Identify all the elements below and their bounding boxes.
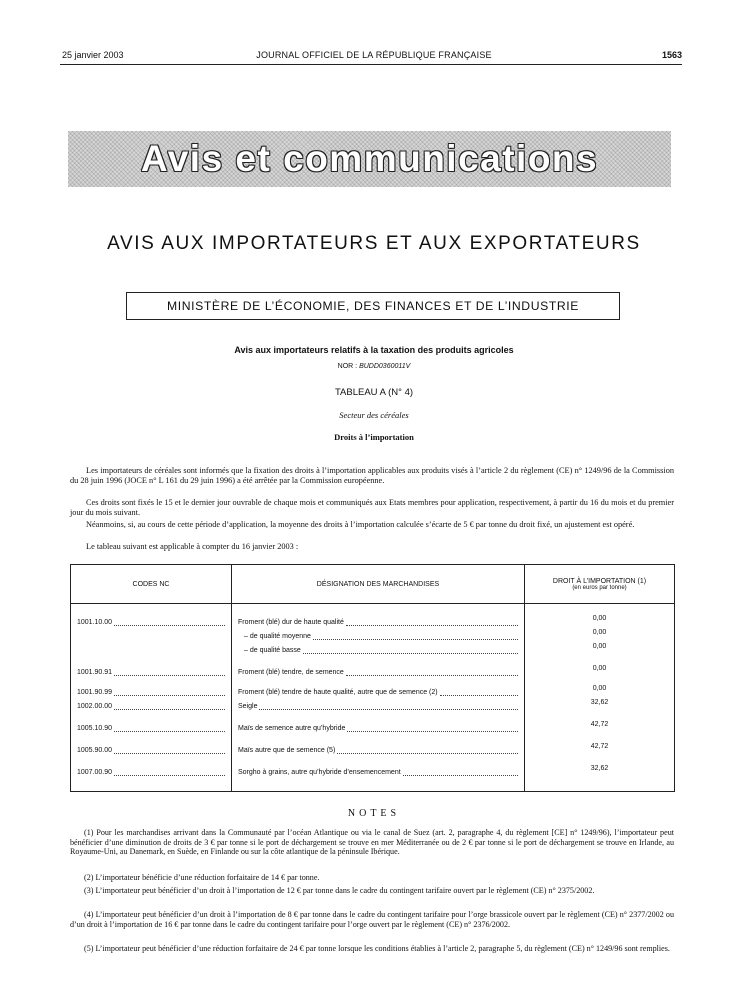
section-title: AVIS AUX IMPORTATEURS ET AUX EXPORTATEURS <box>107 233 641 254</box>
ministry-box: MINISTÈRE DE L’ÉCONOMIE, DES FINANCES ET DE L’INDUSTRIE <box>126 292 620 320</box>
section-banner <box>68 131 671 187</box>
paragraph-3: Néanmoins, si, au cours de cette période d’application, la moyenne des droits à l’importation calculée s’écarte de 5 € par tonne du droit fixé, un ajustement est opéré. <box>86 520 635 529</box>
table-cell-value: 0,00 <box>592 615 607 622</box>
secteur-subtitle: Secteur des céréales <box>339 410 409 420</box>
table-header-row <box>71 565 675 604</box>
header-codes-nc: CODES NC <box>71 565 232 604</box>
table-cell-code: 1002.00.00 <box>71 696 231 710</box>
table-cell-designation: Maïs autre que de semence (5) <box>232 740 524 754</box>
designation-column <box>232 604 525 792</box>
note-4: (4) L’importateur peut bénéficier d’un droit à l’importation de 8 € par tonne dans le cadre du contingent tarifaire pour l’orge brassicole ouvert par le règlement (CE) n° 2377/2002 ou d’un droit à l’importation de 16 € par tonne dans le cadre du contingent tarifaire pour l’orge ouvert par le règlement (CE) n° 2376/2002. <box>70 910 674 929</box>
table-cell-designation: Froment (blé) dur de haute qualité <box>232 612 524 626</box>
table-cell-designation: Froment (blé) tendre, de semence <box>232 662 524 676</box>
header-droit-label: DROIT À L’IMPORTATION (1) <box>552 577 647 585</box>
note-1: (1) Pour les marchandises arrivant dans la Communauté par l’océan Atlantique ou via le canal de Suez (art. 2, paragraphe 4, du règlement [CE] n° 1249/96), l’importateur peut bénéficier d’une diminution de droits de 3 € par tonne si le port de déchargement se trouve en mer Méditerranée ou de 2 € par tonne si le port de déchargement se trouve en Irlande, au Royaume-Uni, au Danemark, en Suède, en Finlande ou sur la côte atlantique de la péninsule Ibérique. <box>70 828 674 857</box>
table-cell-value: 0,00 <box>592 629 607 636</box>
table-cell-designation: Maïs de semence autre qu’hybride <box>232 718 524 732</box>
nor-reference <box>0 363 748 370</box>
table-cell-value: 32,62 <box>590 699 609 706</box>
header-journal-title: JOURNAL OFFICIEL DE LA RÉPUBLIQUE FRANÇAISE <box>256 50 492 60</box>
table-cell-value: 42,72 <box>590 743 609 750</box>
table-cell-code: 1005.10.90 <box>71 718 231 732</box>
header-droit-unit: (en euros par tonne) <box>572 584 627 591</box>
table-cell-code: 1001.10.00 <box>71 612 231 626</box>
avis-title: Avis aux importateurs relatifs à la taxation des produits agricoles <box>234 345 514 355</box>
note-5: (5) L’importateur peut bénéficier d’une réduction forfaitaire de 24 € par tonne lorsque les conditions établies à l’article 2, paragraphe 5, du règlement (CE) n° 1249/96 sont remplies. <box>84 944 670 953</box>
header-divider <box>60 64 682 65</box>
codes-column <box>71 604 232 792</box>
paragraph-1: Les importateurs de céréales sont informés que la fixation des droits à l’importation applicables aux produits visés à l’article 2 du règlement (CE) n° 1249/96 de la Commission du 28 juin 1996 (JOCE n° L 161 du 29 juin 1996) a été arrêtée par la Commission européenne. <box>70 466 674 485</box>
table-cell-designation: Seigle <box>232 696 524 710</box>
table-cell-value: 0,00 <box>592 665 607 672</box>
droits-title: Droits à l’importation <box>334 432 414 442</box>
table-cell-code: 1001.90.91 <box>71 662 231 676</box>
nor-value: BUDD0360011V <box>359 363 411 370</box>
table-cell-value: 0,00 <box>592 685 607 692</box>
table-cell-value: 42,72 <box>590 721 609 728</box>
notes-title: NOTES <box>347 808 401 819</box>
table-cell-designation: Froment (blé) tendre de haute qualité, autre que de semence (2) <box>232 682 524 696</box>
import-duties-table <box>70 564 675 792</box>
page-number: 1563 <box>661 50 682 60</box>
table-cell-code: 1001.90.99 <box>71 682 231 696</box>
table-cell-code: 1005.90.00 <box>71 740 231 754</box>
header-droit <box>525 565 675 604</box>
table-cell-value: 0,00 <box>592 643 607 650</box>
table-body <box>71 604 675 792</box>
table-cell-designation: – de qualité basse <box>232 640 524 654</box>
droit-column <box>525 604 675 792</box>
table-cell-value: 32,62 <box>590 765 609 772</box>
banner-title: Avis et communications <box>140 138 599 179</box>
table-cell-code: 1007.00.90 <box>71 762 231 776</box>
tableau-title: TABLEAU A (N° 4) <box>334 387 414 398</box>
header-date: 25 janvier 2003 <box>62 50 124 60</box>
nor-label: NOR : <box>337 363 358 370</box>
table-cell-designation: – de qualité moyenne <box>232 626 524 640</box>
table-cell-designation: Sorgho à grains, autre qu’hybride d’ensemencement <box>232 762 524 776</box>
note-2: (2) L’importateur bénéficie d’une réduction forfaitaire de 14 € par tonne. <box>84 873 320 882</box>
note-3: (3) L’importateur peut bénéficier d’un droit à l’importation de 12 € par tonne dans le cadre du contingent tarifaire ouvert par le règlement (CE) n° 2375/2002. <box>84 886 595 895</box>
paragraph-2: Ces droits sont fixés le 15 et le dernier jour ouvrable de chaque mois et communiqués aux Etats membres pour application, respectivement, à partir du 16 du mois et du premier jour du mois suivant. <box>70 498 674 517</box>
header-designation: DÉSIGNATION DES MARCHANDISES <box>232 565 525 604</box>
paragraph-4: Le tableau suivant est applicable à compter du 16 janvier 2003 : <box>86 542 299 551</box>
